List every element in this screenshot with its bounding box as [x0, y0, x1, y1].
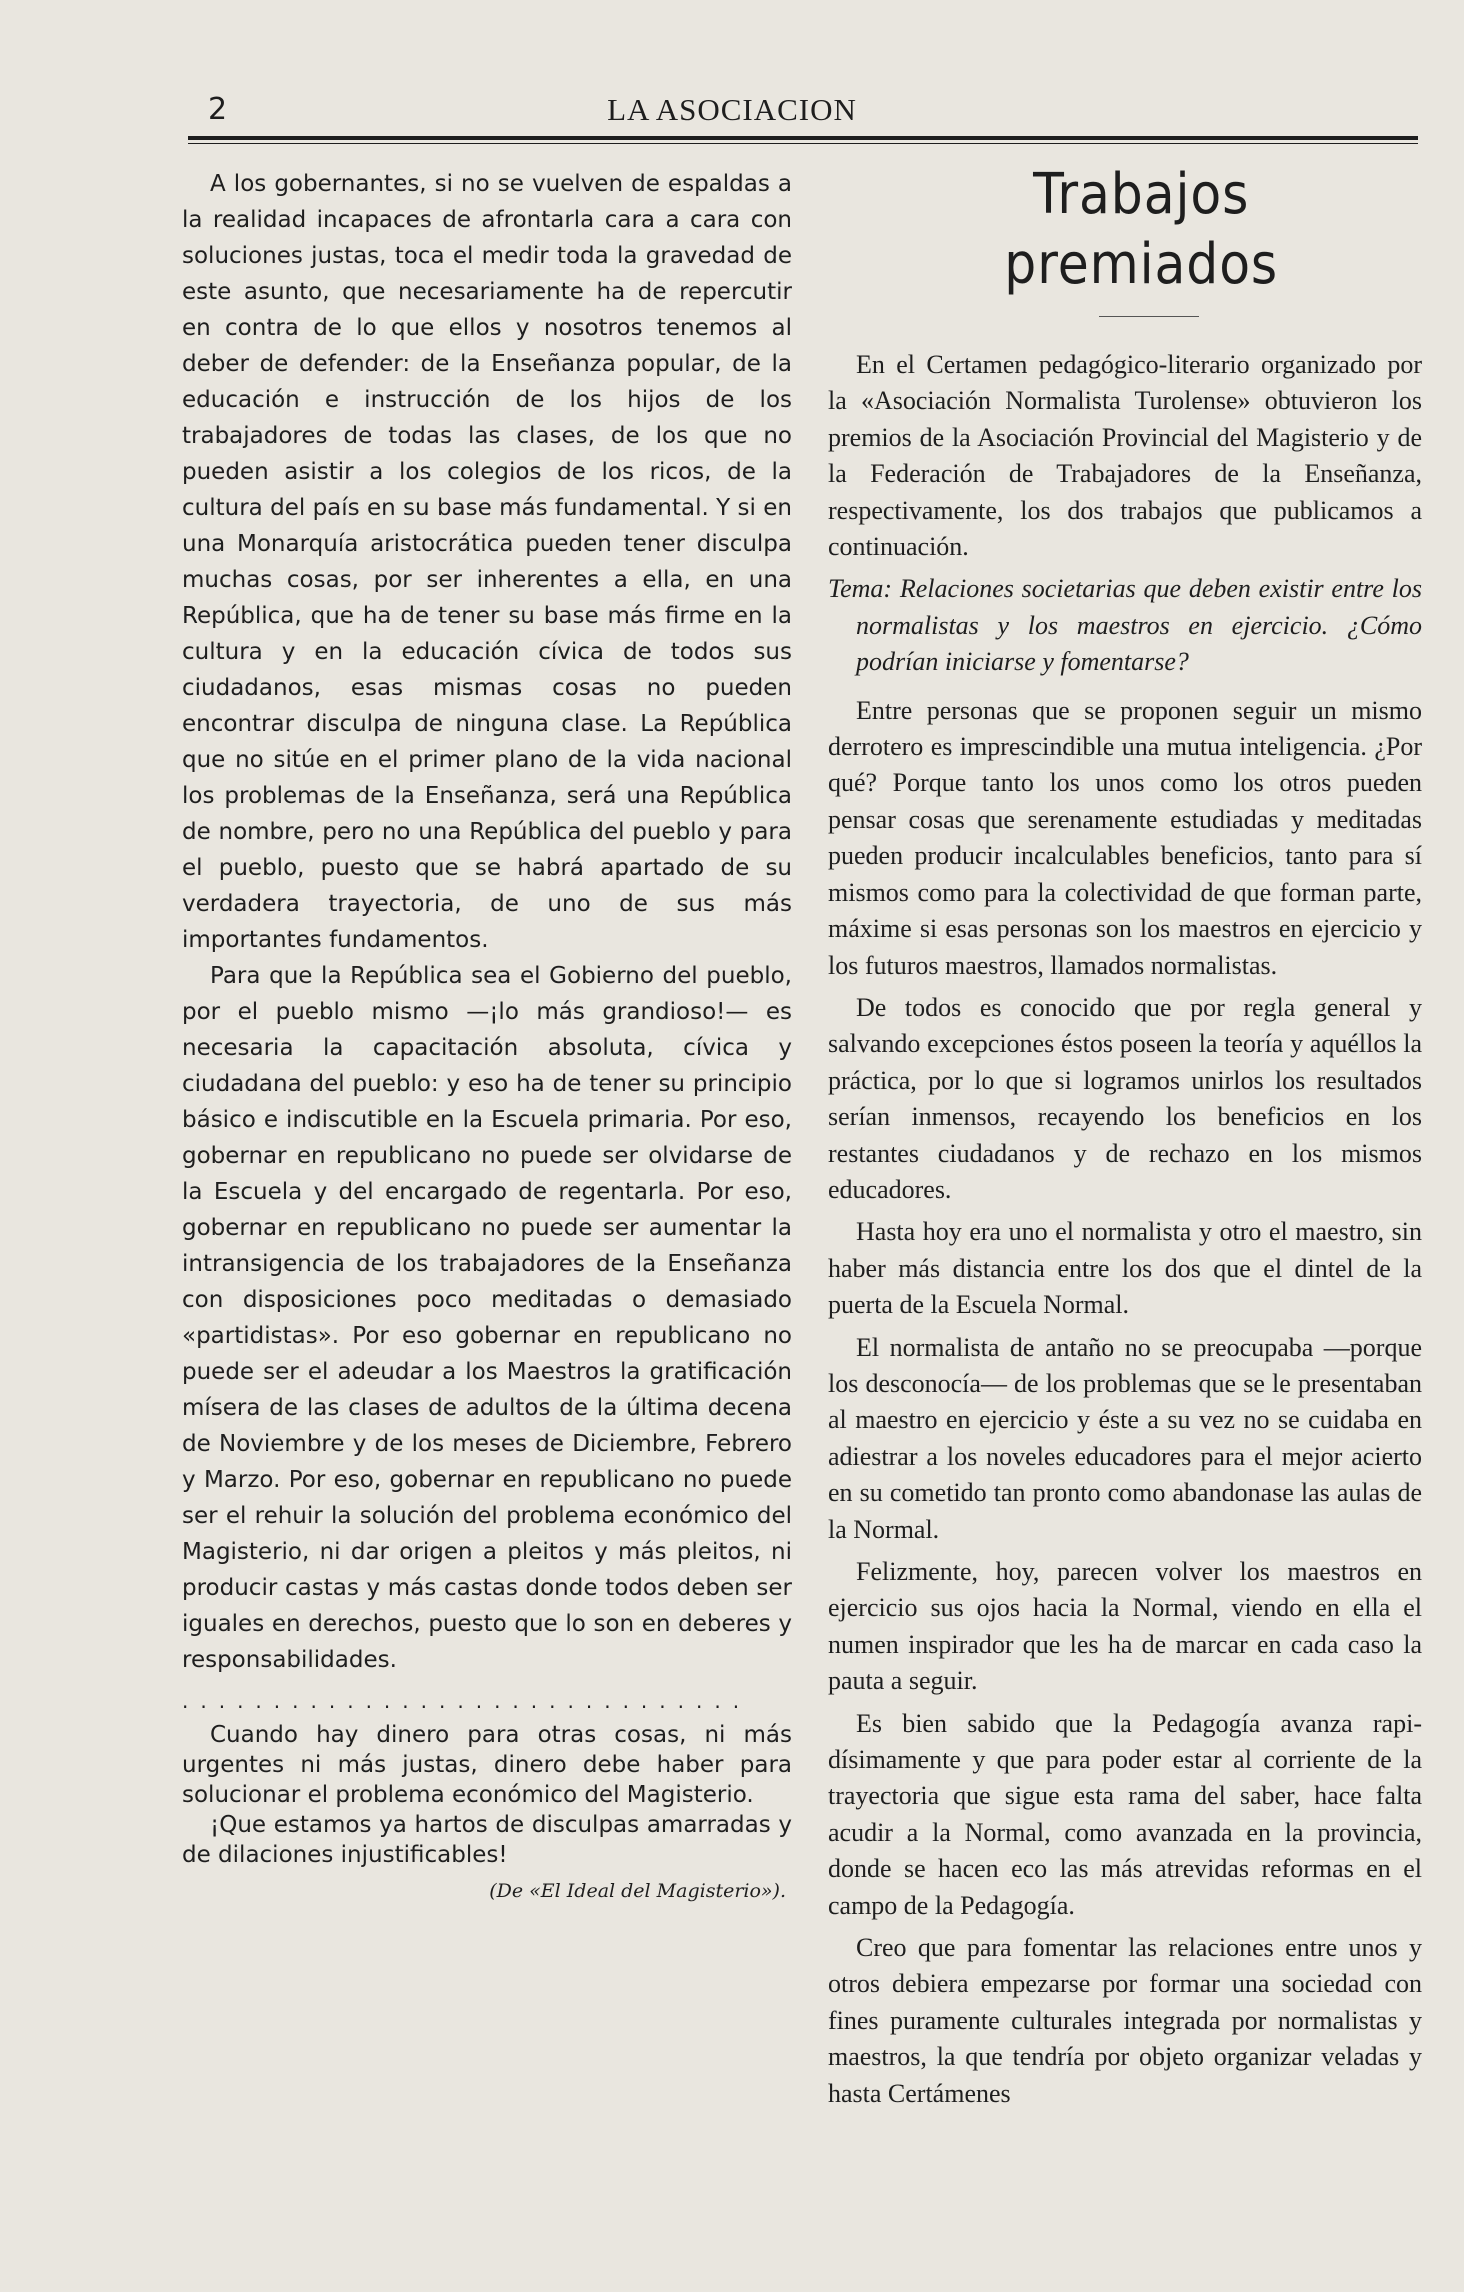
right-paragraph-3: Hasta hoy era uno el normalista y otro el maestro, sin haber más distancia entre los dos que el dintel de la puerta de la Escuela Normal.	[828, 1217, 1422, 1320]
article-title: Trabajos premiados	[1004, 162, 1279, 297]
right-paragraph-4: El normalista de antaño no se preocupaba —porque los desconocía— de los problemas que se le presentaban al maestro en ejercicio y éste a su vez no se cuidaba en adiestrar a los noveles educadores para el mejor acierto en su cometido tan pronto como abandonase las aulas de la Normal.	[828, 1332, 1422, 1544]
header-rule-thin	[188, 143, 1418, 144]
page-number: 2	[208, 92, 228, 127]
section-separator: ...............................	[182, 1689, 752, 1713]
right-paragraph-6: Es bien sabido que la Pedagogía avanza rapidísimamente y que para poder estar al corriente de la trayectoria que sigue esta rama del saber, hace falta acudir a la Normal, como avanzada en la provincia, donde se hacen eco las más atrevidas reformas en el campo de la Pedagogía.	[828, 1708, 1422, 1920]
right-paragraph-1: Entre personas que se proponen seguir un mismo derrotero es imprescindible una mutua inteligencia. ¿Por qué? Porque tanto los unos como los otros pueden pensar cosas que serenamente estudiadas y meditadas pueden producir incalculables beneficios, tanto para sí mismos como para la colectividad de que forman parte, máxime si esas personas son los maestros en ejercicio y los futuros maestros, llamados normalistas.	[828, 695, 1422, 980]
source-citation: (De «El Ideal del Magisterio»).	[489, 1880, 786, 1902]
right-paragraph-2: De todos es conocido que por regla general y salvando excepciones éstos poseen la teoría y aquéllos la práctica, por lo que si logramos unirlos los resultados serían inmensos, recayendo los beneficios en los restantes ciudadanos y de rechazo en los mismos educadores.	[828, 992, 1422, 1204]
left-paragraph-1: A los gobernantes, si no se vuelven de espaldas a la realidad incapaces de afrontarla cara a cara con soluciones justas, toca el medir toda la gravedad de este asunto, que necesariamente ha de repercutir en contra de lo que ellos y nosotros tenemos al deber de defender: de la Enseñanza popular, de la educación e instrucción de los hijos de los trabajadores de todas las clases, de los que no pueden asistir a los colegios de los ricos, de la cultura del país en su base más fundamental. Y si en una Monarquía aristocrática pueden tener disculpa muchas cosas, por ser inherentes a ella, en una República, que ha de tener su base más firme en la cultura y en la educación cívica de todos sus ciudadanos, esas mismas cosas no pueden encontrar disculpa de ninguna clase. La República que no sitúe en el primer plano de la vida nacional los problemas de la Enseñanza, será una República de nombre, pero no una República del pueblo y para el pueblo, puesto que se habrá apartado de su verdadera trayectoria, de uno de sus más importantes fundamentos.	[182, 171, 792, 953]
left-column	[182, 166, 792, 1906]
closing-paragraph-2: ¡Que estamos ya hartos de disculpas amarradas y de dilaciones injustificables!	[182, 1812, 792, 1868]
closing-block	[182, 1720, 792, 1870]
intro-paragraph: En el Certamen pedagógico-literario organizado por la «Asociación Normalista Turolense» obtuvieron los premios de la Asociación Provincial del Magisterio y de la Federación de Trabajadores de la Enseñanza, respectivamente, los dos trabajos que publicamos a continuación.	[828, 350, 1422, 562]
title-rule	[1099, 316, 1199, 317]
right-paragraph-7: Creo que para fomentar las relaciones entre unos y otros debiera empezarse por formar una sociedad con fines puramente culturales integrada por normalistas y maestros, la que tendría por objeto organizar veladas y hasta Certámenes	[828, 1933, 1422, 2108]
closing-paragraph-1: Cuando hay dinero para otras cosas, ni más urgentes ni más justas, dinero debe haber para solucionar el problema económico del Magisterio.	[182, 1722, 792, 1808]
right-paragraph-5: Felizmente, hoy, parecen volver los maestros en ejercicio sus ojos hacia la Normal, viendo en ella el numen inspirador que les ha de marcar en cada caso la pauta a seguir.	[828, 1557, 1422, 1696]
right-column	[828, 160, 1422, 2118]
header-rule	[188, 136, 1418, 140]
left-paragraph-2: Para que la República sea el Gobierno del pueblo, por el pueblo mismo —¡lo más grandioso!— es necesaria la capacitación absoluta, cívica y ciudadana del pueblo: y eso ha de tener su principio básico e indiscutible en la Escuela primaria. Por eso, gobernar en republicano no puede ser olvidarse de la Escuela y del encargado de regentarla. Por eso, gobernar en republicano no puede ser aumentar la intransigencia de los trabajadores de la Enseñanza con disposiciones poco meditadas o demasiado «partidistas». Por eso gobernar en republicano no puede ser el adeudar a los Maestros la gratificación mísera de las clases de adultos de la última decena de Noviembre y de los meses de Diciembre, Febrero y Marzo. Por eso, gobernar en republicano no puede ser el rehuir la solución del problema económico del Magisterio, ni dar origen a pleitos y más pleitos, ni producir castas y más castas donde todos deben ser iguales en derechos, puesto que lo son en deberes y responsabilidades.	[182, 963, 792, 1673]
running-head: LA ASOCIACION	[607, 92, 857, 127]
theme-statement: Tema: Relaciones societarias que deben existir entre los normalistas y los maestros en ejercicio. ¿Cómo podrían iniciarse y fomentarse?	[828, 574, 1422, 677]
